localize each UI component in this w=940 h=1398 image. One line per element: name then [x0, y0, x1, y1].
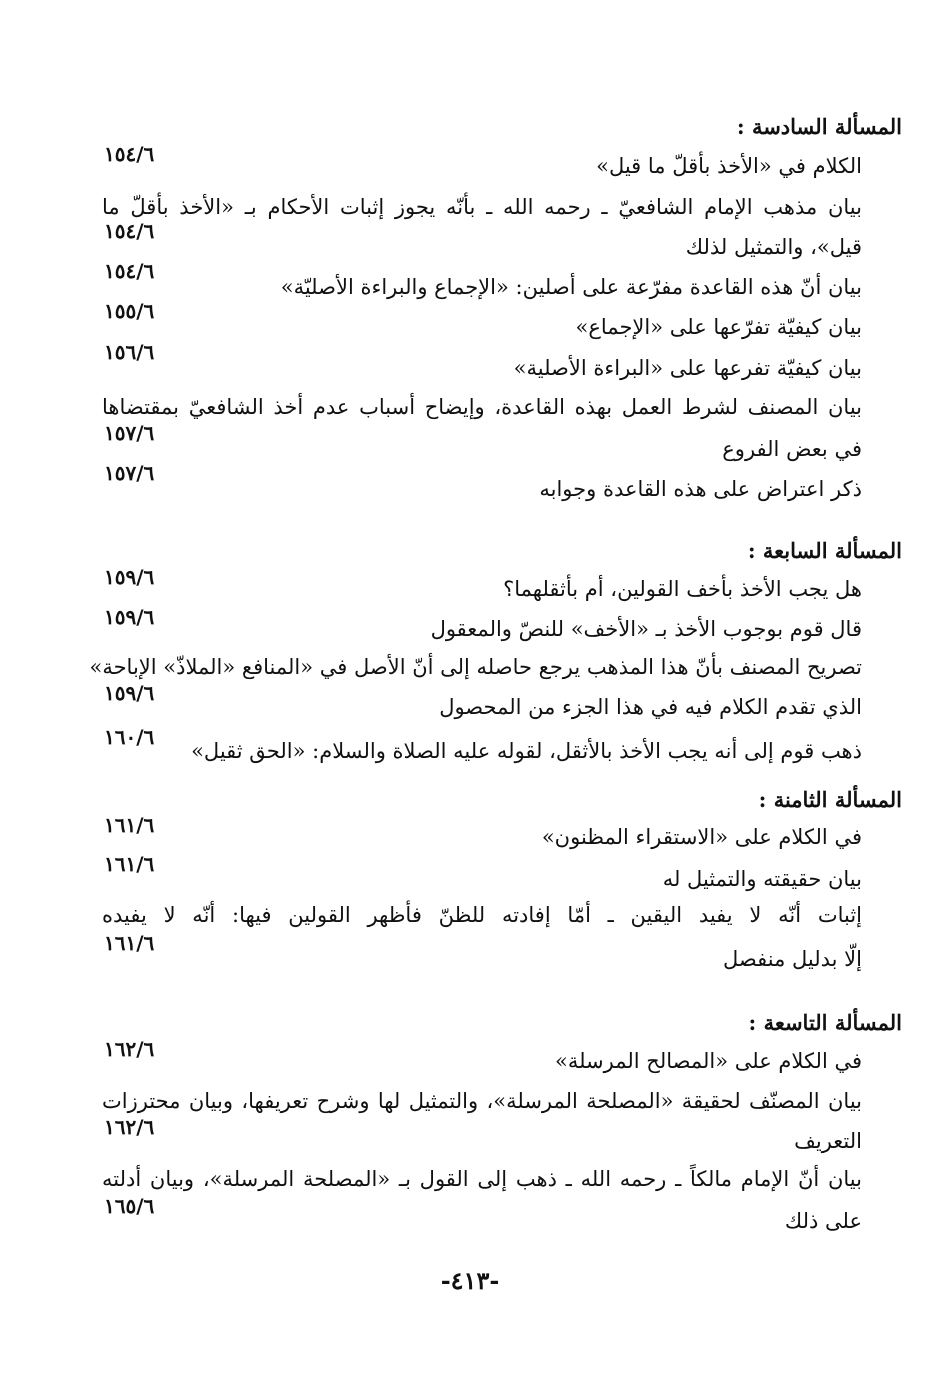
index-entry: بيان كيفيّة تفرّعها على «الإجماع»	[575, 315, 862, 339]
index-entry: بيان المصنف لشرط العمل بهذه القاعدة، وإيضاح أسباب عدم أخذ الشافعيّ بمقتضاها	[102, 395, 862, 419]
page-reference: ١٥٤/٦	[104, 259, 155, 283]
page-reference: ١٥٩/٦	[104, 681, 155, 705]
index-entry: إلّا بدليل منفصل	[723, 947, 862, 971]
index-entry: الكلام في «الأخذ بأقلّ ما قيل»	[596, 154, 862, 178]
index-entry: في الكلام على «المصالح المرسلة»	[555, 1049, 862, 1073]
page-reference: ١٦٥/٦	[104, 1194, 155, 1218]
page-reference: ١٥٩/٦	[104, 565, 155, 589]
page-reference: ١٦١/٦	[104, 852, 155, 876]
index-entry: قيل»، والتمثيل لذلك	[685, 235, 862, 259]
index-entry: قال قوم بوجوب الأخذ بـ «الأخف» للنصّ والمعقول	[430, 617, 862, 641]
index-entry: هل يجب الأخذ بأخف القولين، أم بأثقلهما؟	[503, 577, 862, 601]
index-entry: بيان حقيقته والتمثيل له	[662, 867, 862, 891]
page-reference: ١٥٦/٦	[104, 340, 155, 364]
page-reference: ١٦٢/٦	[104, 1115, 155, 1139]
index-entry: بيان مذهب الإمام الشافعيّ ـ رحمه الله ـ بأنّه يجوز إثبات الأحكام بـ «الأخذ بأقلّ ما	[102, 195, 862, 219]
index-entry: بيان أنّ هذه القاعدة مفرّعة على أصلين: «الإجماع والبراءة الأصليّة»	[280, 275, 862, 299]
page-reference: ١٦١/٦	[104, 931, 155, 955]
page-reference: ١٥٩/٦	[104, 605, 155, 629]
index-entry: ذهب قوم إلى أنه يجب الأخذ بالأثقل، لقوله عليه الصلاة والسلام: «الحق ثقيل»	[191, 739, 862, 763]
page-reference: ١٥٤/٦	[104, 219, 155, 243]
section-heading: المسألة التاسعة :	[748, 1010, 902, 1035]
page-reference: ١٥٤/٦	[104, 142, 155, 166]
page-reference: ١٦١/٦	[104, 813, 155, 837]
index-entry: الذي تقدم الكلام فيه في هذا الجزء من المحصول	[439, 695, 862, 719]
index-entry: على ذلك	[784, 1209, 862, 1233]
page-reference: ١٦٢/٦	[104, 1037, 155, 1061]
index-entry: ذكر اعتراض على هذه القاعدة وجوابه	[539, 477, 862, 501]
index-entry: تصريح المصنف بأنّ هذا المذهب يرجع حاصله إلى أنّ الأصل في «المنافع «الملاذّ» الإباحة»	[89, 655, 862, 679]
section-heading: المسألة الثامنة :	[758, 787, 902, 812]
index-entry: بيان كيفيّة تفرعها على «البراءة الأصلية»	[513, 356, 862, 380]
page-number: -٤١٣-	[440, 1266, 500, 1295]
page-reference: ١٦٠/٦	[104, 725, 155, 749]
index-entry: بيان المصنّف لحقيقة «المصلحة المرسلة»، والتمثيل لها وشرح تعريفها، وبيان محترزات	[102, 1089, 862, 1113]
page-reference: ١٥٧/٦	[104, 461, 155, 485]
index-entry: في بعض الفروع	[722, 437, 862, 461]
page-reference: ١٥٥/٦	[104, 299, 155, 323]
section-heading: المسألة السادسة :	[736, 114, 902, 139]
page-reference: ١٥٧/٦	[104, 421, 155, 445]
section-heading: المسألة السابعة :	[747, 538, 902, 563]
index-entry: التعريف	[794, 1129, 862, 1153]
index-entry: في الكلام على «الاستقراء المظنون»	[541, 825, 862, 849]
index-entry: بيان أنّ الإمام مالكاً ـ رحمه الله ـ ذهب إلى القول بـ «المصلحة المرسلة»، وبيان أدلته	[102, 1167, 862, 1191]
index-entry: إثبات أنّه لا يفيد اليقين ـ أمّا إفادته للظنّ فأظهر القولين فيها: أنّه لا يفيده	[102, 903, 862, 927]
